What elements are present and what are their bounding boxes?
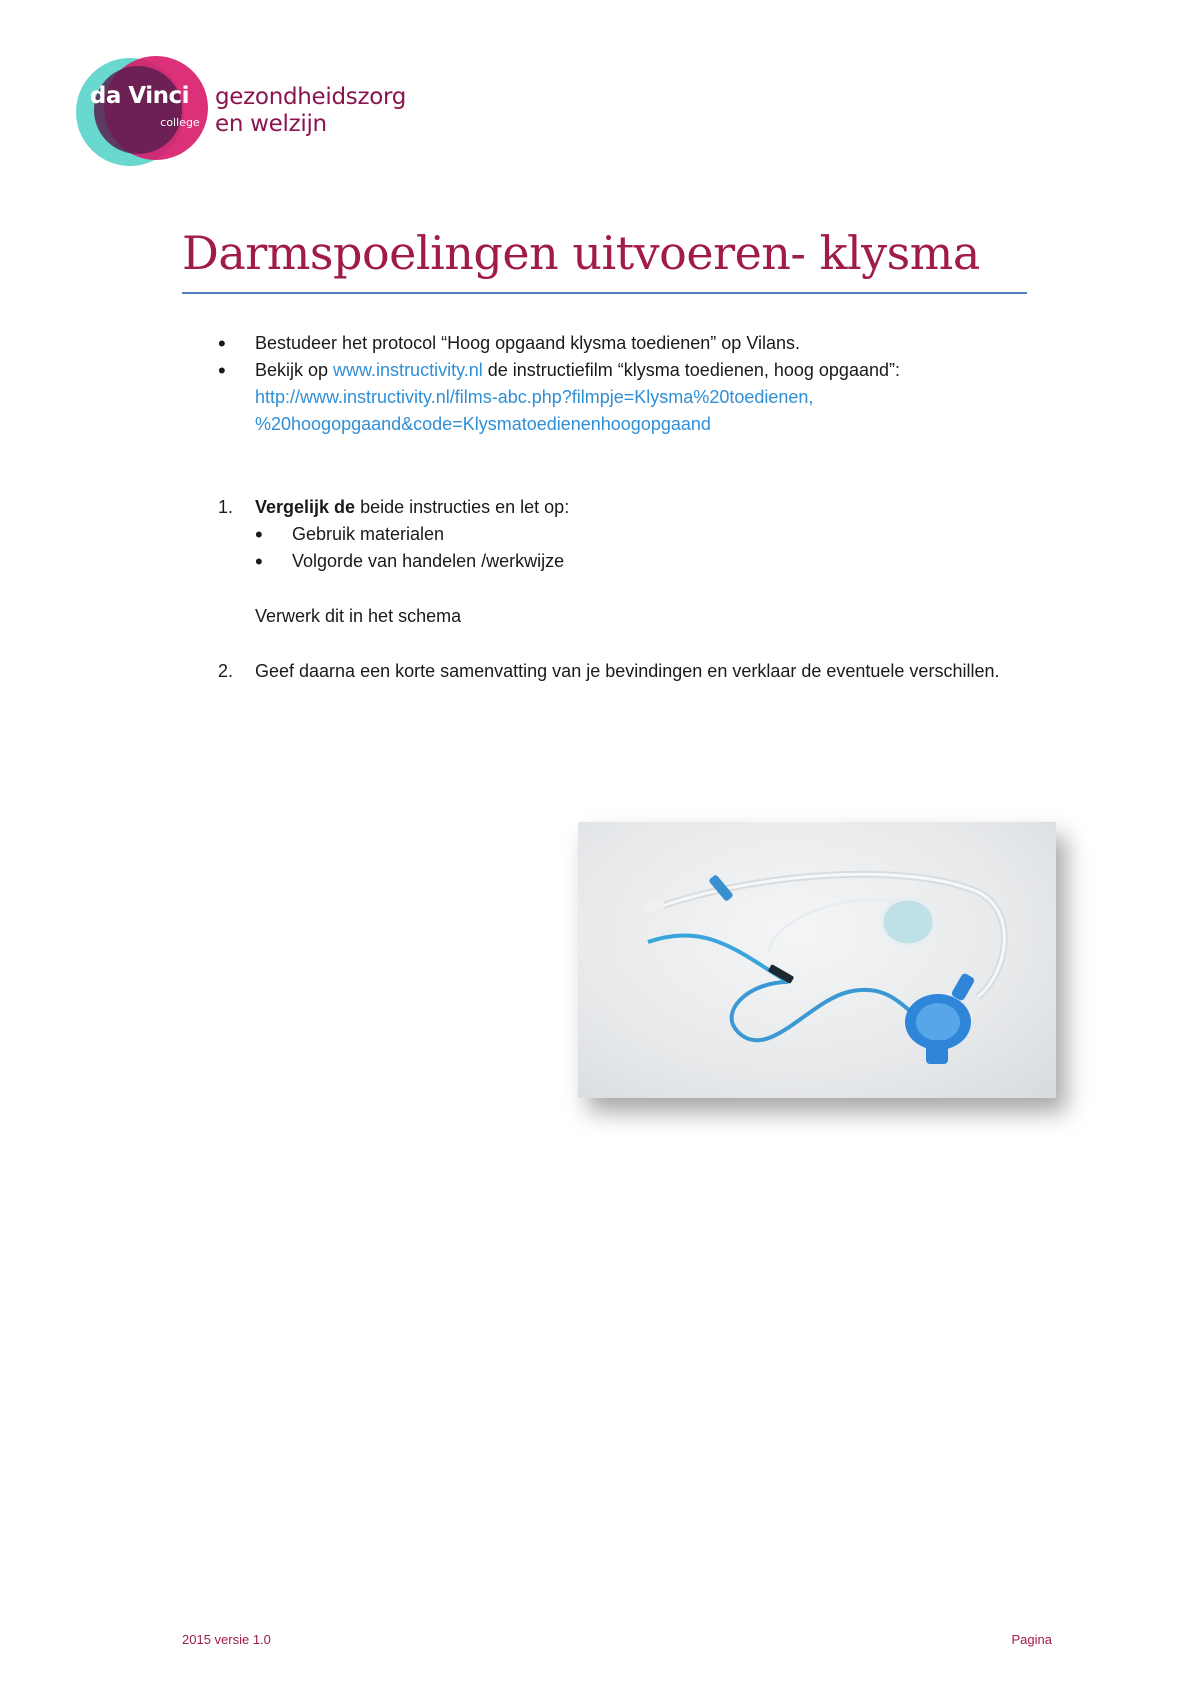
film-url-line1: http://www.instructivity.nl/films-abc.php?filmpje=Klysma%20toedienen, bbox=[255, 387, 814, 407]
task-list bbox=[182, 494, 1042, 685]
instructivity-link[interactable]: www.instructivity.nl bbox=[333, 360, 483, 380]
intro-film-prefix: Bekijk op bbox=[255, 360, 334, 380]
intro-item-film bbox=[182, 357, 1042, 438]
intro-list bbox=[182, 330, 1042, 438]
task-sub-item: • Volgorde van handelen /werkwijze bbox=[255, 548, 1042, 575]
title-underline bbox=[182, 292, 1027, 294]
logo-tagline-line1: gezondheidszorg bbox=[215, 84, 407, 110]
logo-tagline bbox=[215, 84, 406, 138]
task-note: Verwerk dit in het schema bbox=[255, 606, 462, 626]
task-item-1 bbox=[182, 494, 1042, 630]
footer-page: Pagina bbox=[1011, 1632, 1052, 1647]
task-number: 2. bbox=[218, 661, 234, 681]
footer-version: 2015 versie 1.0 bbox=[182, 1632, 271, 1647]
task-text: beide instructies en let op: bbox=[355, 497, 570, 517]
da-vinci-logo bbox=[72, 50, 412, 170]
task-number: 1. bbox=[218, 497, 234, 517]
task-item-2 bbox=[182, 658, 1042, 685]
document-body bbox=[182, 330, 1042, 713]
intro-film-suffix: de instructiefilm “klysma toedienen, hoog opgaand”: bbox=[482, 360, 900, 380]
task-bold-text: Vergelijk de bbox=[255, 497, 356, 517]
intro-item-protocol: • Bestudeer het protocol “Hoog opgaand klysma toedienen” op Vilans. bbox=[182, 330, 1042, 357]
page-title: Darmspoelingen uitvoeren- klysma bbox=[182, 226, 980, 280]
film-url-link[interactable] bbox=[255, 387, 813, 434]
film-url-line2: %20hoogopgaand&code=Klysmatoedienenhoogopgaand bbox=[255, 414, 711, 434]
task-sub-list bbox=[255, 521, 1042, 575]
task-sub-item: • Gebruik materialen bbox=[255, 521, 1042, 548]
enema-kit-photo bbox=[578, 822, 1056, 1098]
task-text: Geef daarna een korte samenvatting van je bevindingen en verklaar de eventuele verschillen. bbox=[255, 661, 1000, 681]
logo-tagline-line2: en welzijn bbox=[215, 111, 327, 137]
logo-brand: da Vinci bbox=[89, 83, 190, 109]
enema-kit-illustration bbox=[578, 822, 1056, 1098]
logo-circles bbox=[72, 50, 212, 170]
logo-sub: college bbox=[160, 116, 200, 129]
